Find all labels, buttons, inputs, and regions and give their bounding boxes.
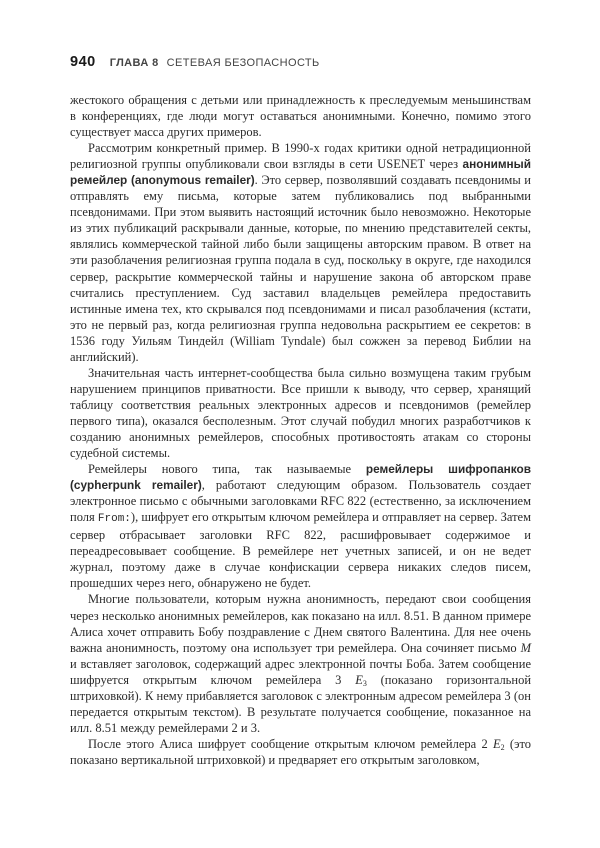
paragraph-text: ), шифрует его открытым ключом ремейлера и отправляет на сервер. Затем сервер отбрасывает заголовки RFC 822, расшифровывает содержимое и переадресовывает сообщение. В ремейлере нет учетных записей, и он не ведет журнал, поэтому даже в случае конфискации сервера никаких следов писем, прошедших через него, обнаружено не будет. bbox=[70, 510, 531, 591]
paragraph-cypherpunk bbox=[70, 461, 531, 591]
body-text bbox=[70, 92, 531, 768]
paragraph-remailer-example bbox=[70, 140, 531, 365]
chapter-title: СЕТЕВАЯ БЕЗОПАСНОСТЬ bbox=[166, 57, 320, 69]
chapter-label: ГЛАВА 8 bbox=[109, 57, 159, 69]
paragraph-text: жестокого обращения с детьми или принадлежность к преследуемым меньшинствам в конференциях, где люди могут оставаться анонимными. Конечно, помимо этого существует масса других примеров. bbox=[70, 93, 531, 140]
paragraph-alice-encrypts bbox=[70, 736, 531, 768]
paragraph-text: После этого Алиса шифрует сообщение открытым ключом ремейлера 2 bbox=[88, 736, 493, 751]
math-message-m: M bbox=[520, 640, 531, 655]
paragraph-chained-remailers bbox=[70, 591, 531, 735]
paragraph-text: . Это сервер, позволявший создавать псевдонимы и отправлять ему письма, которые затем публиковались под выбранными псевдонимами. При этом выявить настоящий источник было невозможно. Некоторые из этих публикаций раскрывали данные, которые, по мнению представителей секты, являлись коммерческой тайной либо были защищены авторским правом. В ответ на эти разоблачения религиозная группа подала в суд, поскольку в округе, где находился сервер, раскрытие коммерческой тайны и нарушение закона об авторском праве считались преступлением. Суд заставил владельцев ремейлера предоставить истинные имена тех, кто скрывался под псевдонимами и писал разоблачения (кстати, это не первый раз, когда религиозная группа недовольна раскрытием ее секретов: в 1536 году Уильям Тиндейл (William Tyndale) был сожжен за перевод Библии на английский). bbox=[70, 173, 531, 364]
code-from-field: From: bbox=[97, 513, 131, 526]
paragraph-text: и вставляет заголовок, содержащий адрес электронной почты Боба. Затем сообщение шифруется открытым ключом ремейлера 3 bbox=[70, 656, 531, 687]
paragraph-text: Рассмотрим конкретный пример. В 1990-х годах критики одной нетрадиционной религиозной группы опубликовали свои взгляды в сети USENET через bbox=[70, 141, 531, 172]
term-cypherpunk-remailer: ремейлеры шифропанков (cypherpunk remailer) bbox=[70, 462, 531, 493]
math-subscript: 2 bbox=[500, 742, 505, 752]
paragraph-text: Многие пользователи, которым нужна анонимность, передают свои сообщения через несколько анонимных ремейлеров, как показано на илл. 8.51. В данном примере Алиса хочет отправить Бобу поздравление с Днем святого Валентина. Для нее очень важна анонимность, поэтому она использует три ремейлера. Она сочиняет письмо bbox=[70, 592, 531, 655]
paragraph-continued bbox=[70, 92, 531, 140]
math-subscript: 3 bbox=[362, 678, 367, 688]
paragraph-text: (показано горизонтальной штриховкой). К нему прибавляется заголовок с электронным адресом ремейлера 3 (он передается открытым текстом). В результате получается сообщение, показанное на илл. 8.51 между ремейлерами 2 и 3. bbox=[70, 672, 532, 735]
paragraph-text: Значительная часть интернет-сообщества была сильно возмущена таким грубым нарушением принципов приватности. Все пришли к выводу, что сервер, хранящий таблицу соответствия реальных электронных адресов и псевдонимов (ремейлер первого типа), оказался бесполезным. Этот случай побудил многих разработчиков к созданию анонимных ремейлеров, способных противостоять атакам со стороны судебной системы. bbox=[70, 365, 531, 461]
math-key-e: E bbox=[355, 672, 363, 687]
math-key-e: E bbox=[492, 736, 501, 751]
paragraph-text: Ремейлеры нового типа, так называемые bbox=[88, 462, 366, 477]
running-header bbox=[70, 54, 540, 72]
page-number: 940 bbox=[70, 54, 96, 70]
paragraph-text: , работают следующим образом. Пользователь создает электронное письмо с обычными заголовками RFC 822 (естественно, за исключением поля bbox=[70, 478, 531, 525]
paragraph-community-reaction bbox=[70, 365, 531, 461]
paragraph-text: (это показано вертикальной штриховкой) и предваряет его открытым заголовком, bbox=[70, 736, 531, 767]
term-anonymous-remailer: анонимный ремейлер (anonymous remailer) bbox=[70, 157, 531, 188]
